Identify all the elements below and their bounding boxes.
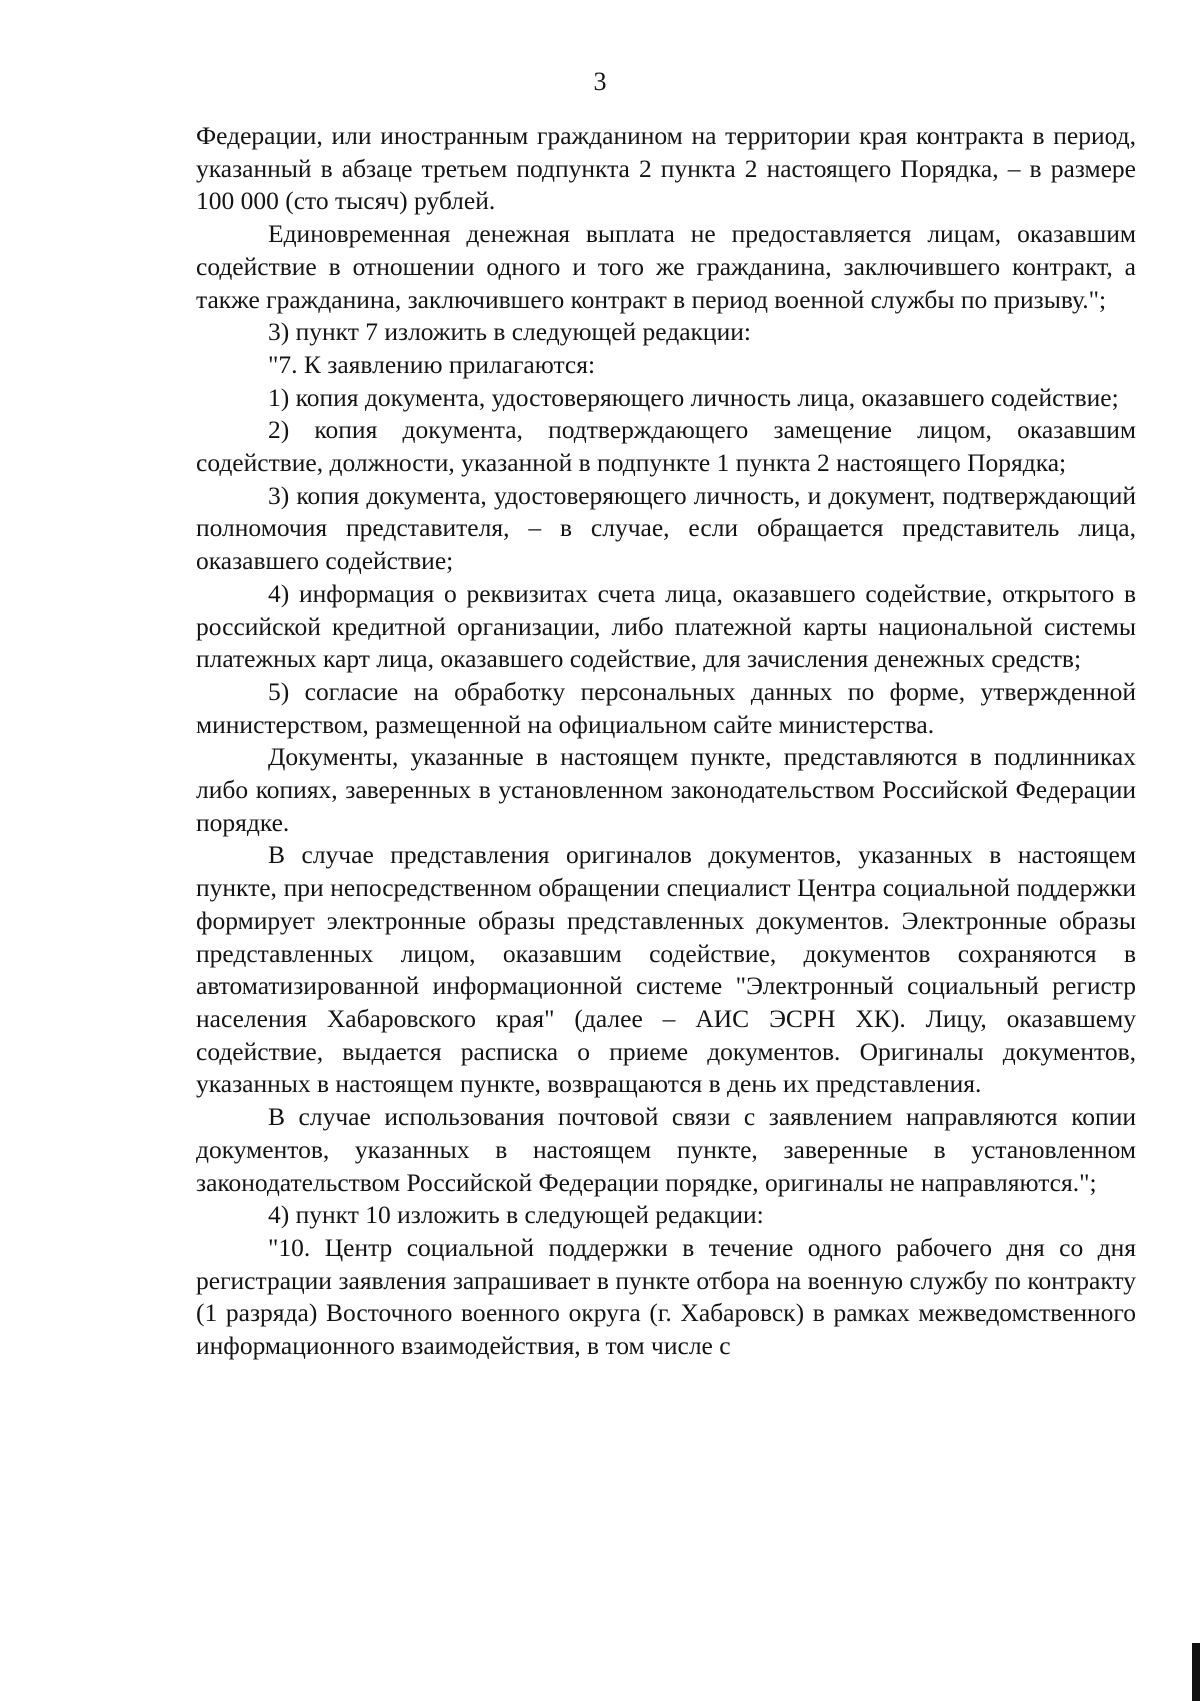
paragraph-amendment-3: 3) пункт 7 изложить в следующей редакции: [268,317,751,347]
scan-edge-mark [1192,1643,1200,1701]
paragraph-continuation: Федерации, или иностранным гражданином на территории края контракта в период, указанный в абзаце третьем подпункта 2 пункта 2 настоящего Порядка, – в размере 100 000 (сто тысяч) рублей. [196,121,1136,216]
list-item-5: 5) согласие на обработку персональных данных по форме, утвержденной министерством, размещенной на официальном сайте министерства. [196,676,1136,739]
list-item-3: 3) копия документа, удостоверяющего личность, и документ, подтверждающий полномочия представителя, – в случае, если обращается представитель лица, оказавшего содействие; [196,480,1136,576]
paragraph-amendment-4: 4) пункт 10 изложить в следующей редакции: [268,1200,764,1230]
paragraph-postal: В случае использования почтовой связи с заявлением направляются копии документов, указанных в настоящем пункте, заверенные в установленном законодательством Российской Федерации порядке, оригиналы не направляются."; [196,1102,1136,1197]
paragraph-documents-form: Документы, указанные в настоящем пункте, представляются в подлинниках либо копиях, заверенных в установленном законодательством Российской Федерации порядке. [196,742,1136,837]
paragraph-originals: В случае представления оригиналов документов, указанных в настоящем пункте, при непосредственном обращении специалист Центра социальной поддержки формирует электронные образы представленных документов. Электронные образы представленных лицом, оказавшим содействие, документов сохраняются в автоматизированной информационной системе "Электронный социальный регистр населения Хабаровского края" (далее – АИС ЭСРН ХК). Лицу, оказавшему содействие, выдается расписка о приеме документов. Оригиналы документов, указанных в настоящем пункте, возвращаются в день их представления. [196,840,1136,1099]
paragraph-payment-exclusion: Единовременная денежная выплата не предоставляется лицам, оказавшим содействие в отношении одного и того же гражданина, заключившего контракт, а также гражданина, заключившего контракт в период военной службы по призыву."; [196,219,1136,314]
document-body [196,120,1136,1363]
paragraph-item-7-heading: "7. К заявлению прилагаются: [268,349,596,379]
page-number: 3 [593,67,607,96]
list-item-4: 4) информация о реквизитах счета лица, оказавшего содействие, открытого в российской кредитной организации, либо платежной карты национальной системы платежных карт лица, оказавшего содействие, для зачисления денежных средств; [196,578,1136,674]
list-item-2: 2) копия документа, подтверждающего замещение лицом, оказавшим содействие, должности, указанной в подпункте 1 пункта 2 настоящего Порядка; [196,415,1136,478]
list-item-1: 1) копия документа, удостоверяющего личность лица, оказавшего содействие; [268,382,1119,412]
paragraph-item-10: "10. Центр социальной поддержки в течение одного рабочего дня со дня регистрации заявления запрашивает в пункте отбора на военную службу по контракту (1 разряда) Восточного военного округа (г. Хабаровск) в рамках межведомственного информационного взаимодействия, в том числе с [196,1232,1136,1361]
